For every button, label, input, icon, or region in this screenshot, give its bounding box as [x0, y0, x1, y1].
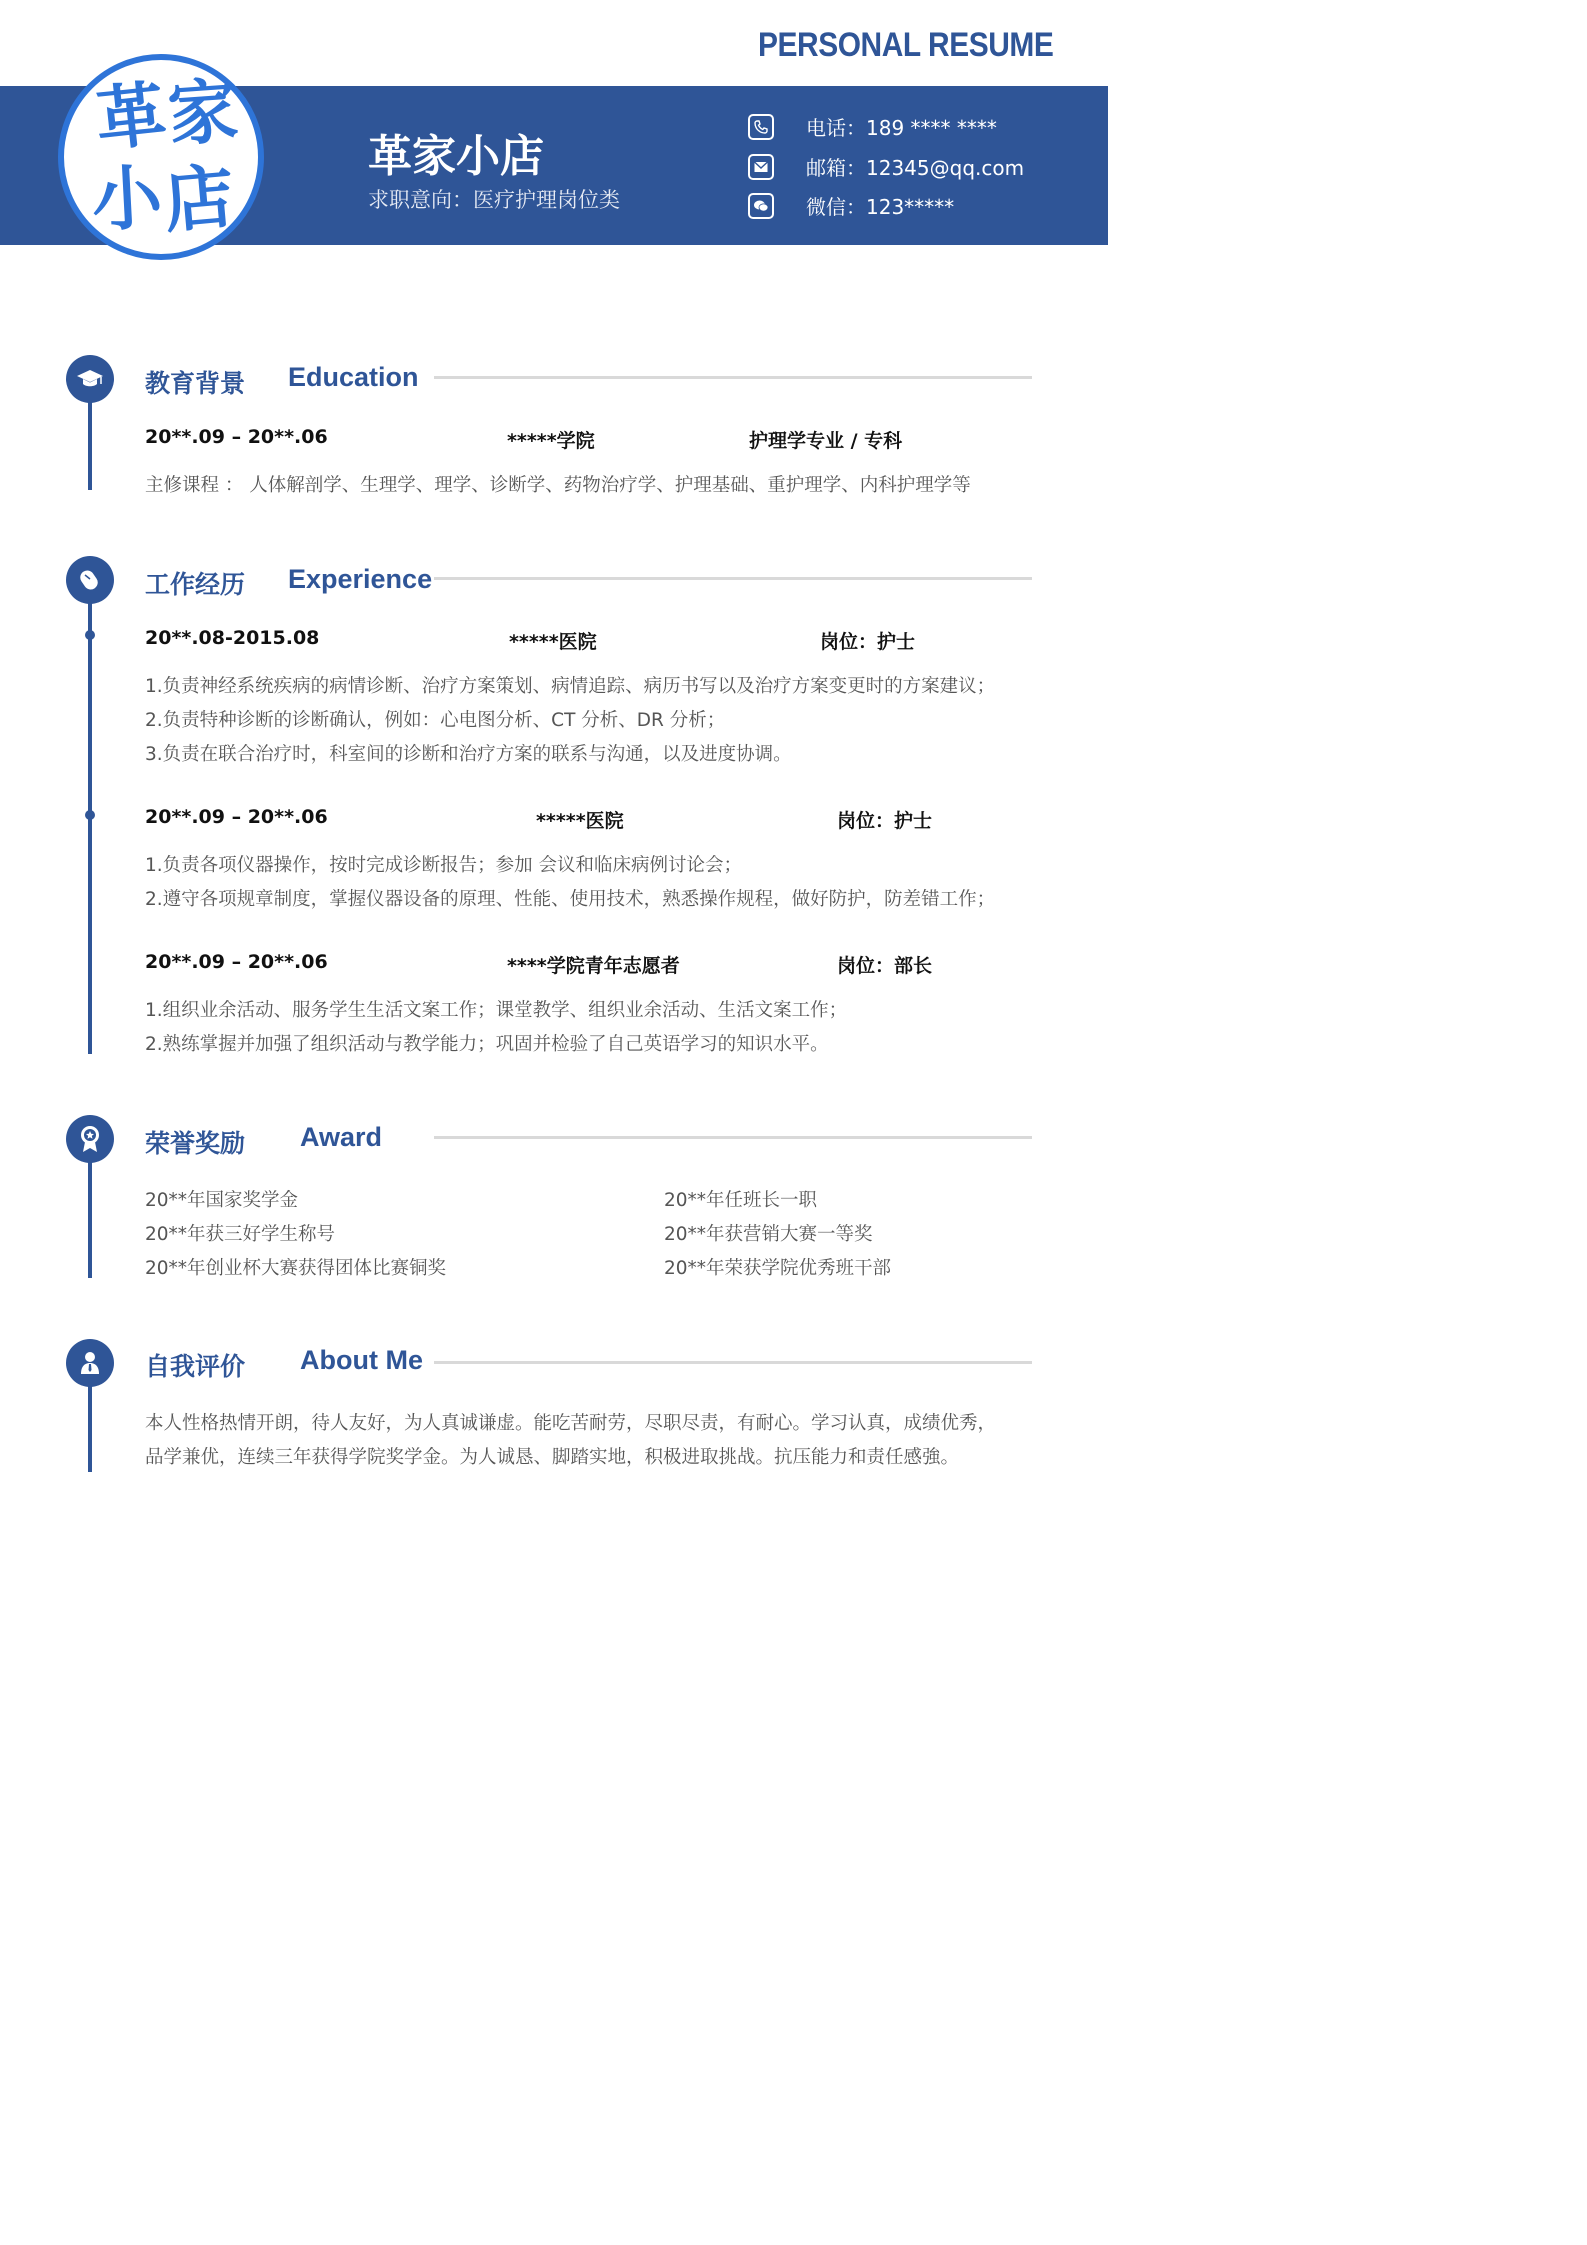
- job-1-period: 20**.08-2015.08: [145, 627, 320, 649]
- job-3-org: ****学院青年志愿者: [507, 955, 680, 977]
- experience-divider: [434, 577, 1032, 580]
- logo-char-4: 店: [160, 154, 238, 243]
- education-school: *****学院: [507, 430, 595, 452]
- award-left-1: 20**年国家奖学金: [145, 1190, 299, 1211]
- job-1-org: *****医院: [509, 631, 597, 653]
- wechat-icon: [748, 193, 774, 219]
- job-3-line-2: 2.熟练掌握并加强了组织活动与教学能力；巩固并检验了自己英语学习的知识水平。: [145, 1034, 829, 1055]
- graduation-cap-icon: [66, 355, 114, 403]
- award-title-cn: 荣誉奖励: [145, 1129, 246, 1158]
- timeline-dot: [85, 630, 95, 640]
- job-2-period: 20**.09 – 20**.06: [145, 806, 328, 828]
- experience-title-en: Experience: [288, 564, 433, 594]
- award-right-1: 20**年任班长一职: [664, 1190, 818, 1211]
- wechat-text: 微信：123*****: [806, 195, 955, 219]
- experience-title-cn: 工作经历: [145, 570, 246, 599]
- award-divider: [434, 1136, 1032, 1139]
- award-title-en: Award: [300, 1122, 383, 1152]
- contact-phone: [748, 112, 997, 141]
- job-1-line-1: 1.负责神经系统疾病的病情诊断、治疗方案策划、病情追踪、病历书写以及治疗方案变更时的方案建议；: [145, 676, 996, 697]
- award-right-3: 20**年荣获学院优秀班干部: [664, 1258, 892, 1279]
- logo-char-1: 革: [91, 71, 171, 162]
- logo-char-2: 家: [165, 68, 241, 157]
- award-left-2: 20**年获三好学生称号: [145, 1224, 336, 1245]
- mail-icon: [748, 154, 774, 180]
- education-divider: [434, 376, 1032, 379]
- candidate-name: 革家小店: [368, 131, 544, 182]
- job-2-org: *****医院: [536, 810, 624, 832]
- about-line-1: 本人性格热情开朗，待人友好，为人真诚谦虚。能吃苦耐劳，尽职尽责，有耐心。学习认真，成绩优秀，: [145, 1413, 997, 1434]
- person-icon: [66, 1339, 114, 1387]
- email-text: 邮箱：12345@qq.com: [806, 156, 1025, 180]
- about-line-2: 品学兼优，连续三年获得学院奖学金。为人诚恳、脚踏实地，积极进取挑战。抗压能力和责任感強。: [145, 1447, 960, 1468]
- about-title-en: About Me: [300, 1345, 423, 1375]
- job-1-line-3: 3.负责在联合治疗时，科室间的诊断和治疗方案的联系与沟通，以及进度协调。: [145, 744, 792, 765]
- timeline-dot: [85, 810, 95, 820]
- about-title-cn: 自我评价: [145, 1352, 246, 1381]
- medal-icon: [66, 1115, 114, 1163]
- mouse-icon: [66, 556, 114, 604]
- job-2-line-1: 1.负责各项仪器操作，按时完成诊断报告；参加 会议和临床病例讨论会；: [145, 855, 743, 876]
- job-2-role: 岗位：护士: [837, 810, 933, 832]
- contact-wechat: [748, 191, 954, 220]
- logo-seal: [58, 54, 264, 260]
- about-divider: [434, 1361, 1032, 1364]
- job-1-line-2: 2.负责特种诊断的诊断确认，例如：心电图分析、CT 分析、DR 分析；: [145, 710, 726, 731]
- job-3-role: 岗位：部长: [837, 955, 933, 977]
- award-right-2: 20**年获营销大赛一等奖: [664, 1224, 873, 1245]
- award-left-3: 20**年创业杯大赛获得团体比赛铜奖: [145, 1258, 447, 1279]
- education-major: 护理学专业 / 专科: [749, 430, 903, 452]
- phone-icon: [748, 114, 774, 140]
- education-title-en: Education: [288, 362, 419, 392]
- education-title-cn: 教育背景: [145, 369, 246, 398]
- job-3-line-1: 1.组织业余活动、服务学生生活文案工作；课堂教学、组织业余活动、生活文案工作；: [145, 1000, 848, 1021]
- job-2-line-2: 2.遵守各项规章制度，掌握仪器设备的原理、性能、使用技术，熟悉操作规程，做好防护，防差错工作；: [145, 889, 996, 910]
- resume-title: PERSONAL RESUME: [758, 26, 1054, 64]
- phone-text: 电话：189 **** ****: [806, 116, 997, 140]
- contact-email: [748, 152, 1024, 181]
- job-intent: 求职意向：医疗护理岗位类: [368, 188, 620, 212]
- job-3-period: 20**.09 – 20**.06: [145, 951, 328, 973]
- education-period: 20**.09 – 20**.06: [145, 426, 328, 448]
- logo-char-3: 小: [89, 155, 165, 242]
- education-courses: 主修课程 ： 人体解剖学、生理学、理学、诊断学、药物治疗学、护理基础、重护理学、内科护理学等: [145, 475, 971, 496]
- job-1-role: 岗位：护士: [820, 631, 916, 653]
